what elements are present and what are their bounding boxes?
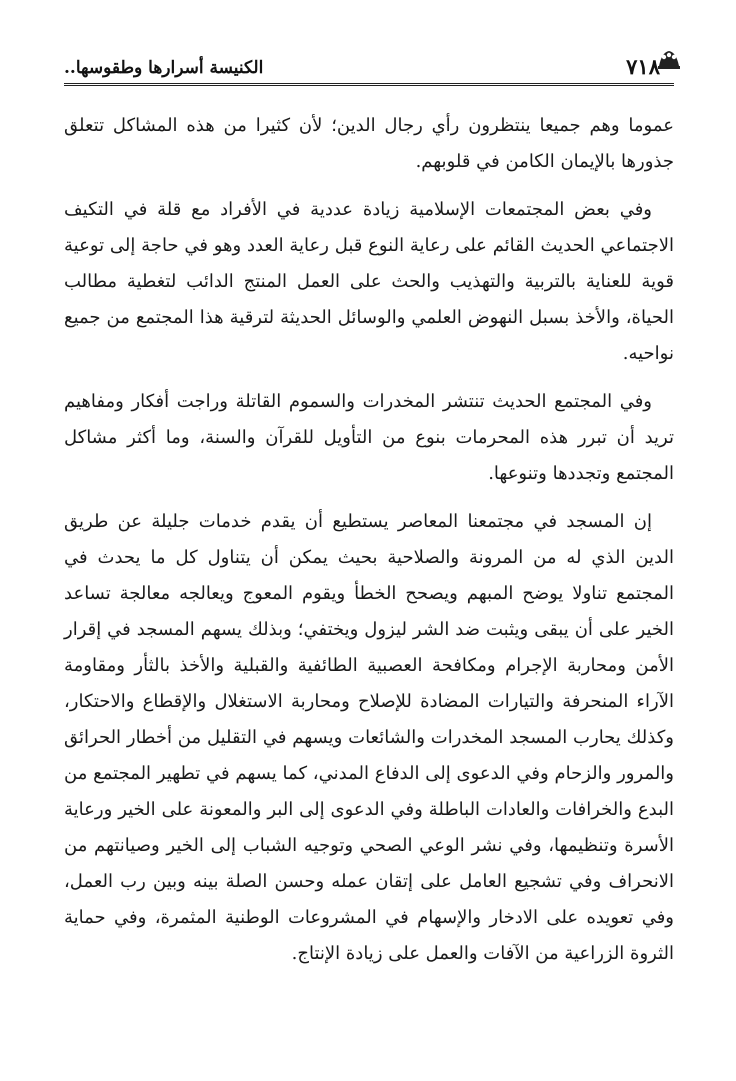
paragraph: عموما وهم جميعا ينتظرون رأي رجال الدين؛ لأن كثيرا من هذه المشاكل تتعلق جذورها بالإيمان الكامن في قلوبهم. (64, 115, 674, 172)
page-body (64, 108, 674, 984)
page-header (64, 48, 674, 88)
paragraph: وفي المجتمع الحديث تنتشر المخدرات والسموم القاتلة وراجت أفكار ومفاهيم تريد أن تبرر هذه المحرمات بنوع من التأويل للقرآن والسنة، وما أكثر مشاكل المجتمع وتجددها وتنوعها. (64, 391, 674, 484)
paragraph: إن المسجد في مجتمعنا المعاصر يستطيع أن يقدم خدمات جليلة عن طريق الدين الذي له من المرونة والصلاحية بحيث يمكن أن يتناول كل ما يحدث في المجتمع تناولا يوضح المبهم ويصحح الخطأ ويقوم المعوج ويعالجه معالجة تساعد الخير على أن يبقى ويثبت ضد الشر ليزول ويختفي؛ وبذلك يسهم المسجد في إقرار الأمن ومحاربة الإجرام ومكافحة العصبية الطائفية والقبلية والأخذ بالثأر ومقاومة الآراء المنحرفة والتيارات المضادة للإصلاح ومحاربة الاستغلال والإقطاع والاحتكار، وكذلك يحارب المسجد المخدرات والشائعات ويسهم في التقليل من أخطار الحرائق والمرور والزحام وفي الدعوى إلى الدفاع المدني، كما يسهم في تطهير المجتمع من البدع والخرافات والعادات الباطلة وفي الدعوى إلى البر والمعونة على الخير ورعاية الأسرة وتنظيمها، وفي نشر الوعي الصحي وتوجيه الشباب إلى الخير وصيانتهم من الانحراف وفي تشجيع العامل على إتقان عمله وحسن الصلة بينه وبين رب العمل، وفي تعويده على الادخار والإسهام في المشروعات الوطنية المثمرة، وفي حماية الثروة الزراعية من الآفات والعمل على زيادة الإنتاج. (64, 511, 674, 964)
paragraph: وفي بعض المجتمعات الإسلامية زيادة عددية في الأفراد مع قلة في التكيف الاجتماعي الحديث القائم على رعاية النوع قبل رعاية العدد وهو في حاجة إلى توعية قوية للعناية بالتربية والتهذيب والحث على العمل المنتج الدائب لتغطية مطالب الحياة، والأخذ بسبل النهوض العلمي والوسائل الحديثة لترقية هذا المجتمع من جميع نواحيه. (64, 199, 674, 364)
page-number: ٧١٨ (626, 54, 660, 79)
header-divider (64, 83, 674, 86)
running-title: الكنيسة أسرارها وطقوسها.. (64, 58, 264, 78)
